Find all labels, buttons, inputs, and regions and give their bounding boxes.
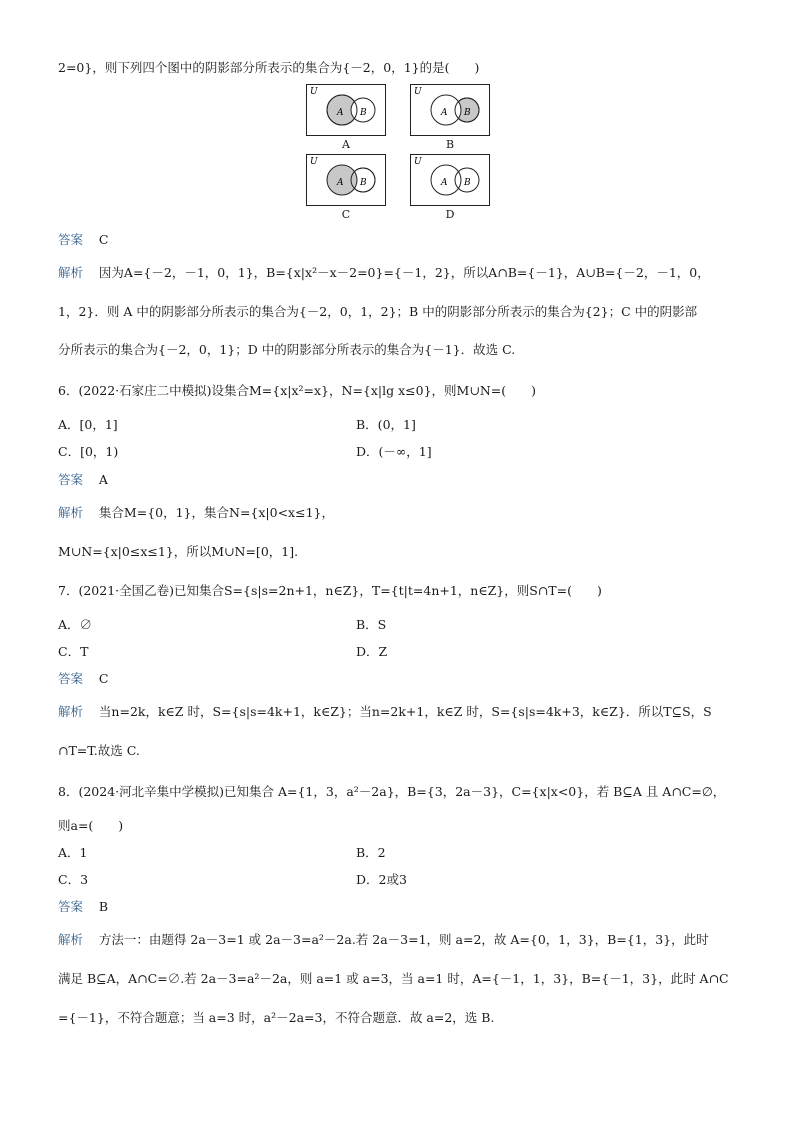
q6-option-d: D．(－∞，1] xyxy=(356,444,432,459)
q8-option-b: B．2 xyxy=(356,845,386,860)
answer-label: 答案 xyxy=(58,899,84,914)
venn-caption-d: D xyxy=(445,208,455,221)
q8-analysis-line-2: 满足 B⊆A，A∩C=∅.若 2a－3=a²－2a，则 a=1 或 a=3，当 a=1 时，A={－1，1，3}，B={－1，3}，此时 A∩C xyxy=(58,971,729,986)
q5-answer-row xyxy=(58,232,109,248)
q7-analysis-text-1: 当n=2k，k∈Z 时，S={s|s=4k+1，k∈Z}；当n=2k+1，k∈Z 时，S={s|s=4k+3，k∈Z}．所以T⊆S，S xyxy=(98,704,712,719)
venn-d-u-label: U xyxy=(414,157,422,167)
venn-caption-b: B xyxy=(445,138,455,151)
venn-diagram-c xyxy=(306,154,386,206)
q8-option-c: C．3 xyxy=(58,872,89,887)
q7-analysis-line-1 xyxy=(58,704,712,720)
q8-stem-line-1: 8．(2024·河北辛集中学模拟)已知集合 A={1，3，a²－2a}，B={3，2a－3}，C={x|x<0}，若 B⊆A 且 A∩C=∅， xyxy=(58,784,726,799)
venn-c-set-b: B xyxy=(360,178,367,188)
analysis-label: 解析 xyxy=(58,505,84,520)
venn-a-set-a: A xyxy=(337,108,344,118)
venn-diagram-b xyxy=(410,84,490,136)
q6-option-b: B．(0，1] xyxy=(356,417,416,432)
analysis-label: 解析 xyxy=(58,265,84,280)
q6-analysis-line-2: M∪N={x|0≤x≤1}，所以M∪N=[0，1]. xyxy=(58,544,299,559)
q6-analysis-line-1 xyxy=(58,505,334,521)
q6-stem: 6．(2022·石家庄二中模拟)设集合M={x|x²=x}，N={x|lg x≤0}，则M∪N=( ) xyxy=(58,383,536,398)
q5-analysis-line-3: 分所表示的集合为{－2，0，1}；D 中的阴影部分所表示的集合为{－1}．故选 C. xyxy=(58,342,516,357)
q7-option-d: D．Z xyxy=(356,644,388,659)
q5-analysis-line-2: 1，2}．则 A 中的阴影部分所表示的集合为{－2，0，1，2}；B 中的阴影部分所表示的集合为{2}；C 中的阴影部 xyxy=(58,304,698,319)
venn-b-set-b: B xyxy=(464,108,471,118)
q6-answer-row xyxy=(58,472,108,488)
venn-diagram-a xyxy=(306,84,386,136)
analysis-label: 解析 xyxy=(58,704,84,719)
venn-d-set-a: A xyxy=(441,178,448,188)
q6-option-a: A．[0，1] xyxy=(58,417,118,432)
q8-option-a: A．1 xyxy=(58,845,88,860)
venn-caption-a: A xyxy=(342,138,350,151)
q8-analysis-text-1: 方法一：由题得 2a－3=1 或 2a－3=a²－2a.若 2a－3=1，则 a=2，故 A={0，1，3}，B={1，3}，此时 xyxy=(98,932,709,947)
q7-analysis-line-2: ∩T=T.故选 C. xyxy=(58,743,140,758)
q8-analysis-line-1 xyxy=(58,932,709,948)
q7-stem: 7．(2021·全国乙卷)已知集合S={s|s=2n+1，n∈Z}，T={t|t=4n+1，n∈Z}，则S∩T=( ) xyxy=(58,583,602,598)
venn-a-u-label: U xyxy=(310,87,318,97)
venn-caption-c: C xyxy=(341,208,351,221)
q8-answer: B xyxy=(98,899,109,914)
q5-stem: 2=0}，则下列四个图中的阴影部分所表示的集合为{－2，0，1}的是( ) xyxy=(58,60,480,75)
q7-option-a: A．∅ xyxy=(58,617,93,632)
venn-c-u-label: U xyxy=(310,157,318,167)
q8-analysis-line-3: ={－1}，不符合题意；当 a=3 时，a²－2a=3，不符合题意．故 a=2，选 B. xyxy=(58,1010,495,1025)
q7-answer-row xyxy=(58,671,109,687)
q6-answer: A xyxy=(98,472,108,487)
q5-answer: C xyxy=(98,232,109,247)
venn-b-set-a: A xyxy=(441,108,448,118)
q5-analysis-text-1: 因为A={－2，－1，0，1}，B={x|x²－x－2=0}={－1，2}，所以A∩B={－1}，A∪B={－2，－1，0， xyxy=(98,265,710,280)
q7-answer: C xyxy=(98,671,109,686)
q8-answer-row xyxy=(58,899,108,915)
q7-option-b: B．S xyxy=(356,617,387,632)
q7-option-c: C．T xyxy=(58,644,89,659)
venn-diagram-d xyxy=(410,154,490,206)
venn-b-u-label: U xyxy=(414,87,422,97)
venn-c-set-a: A xyxy=(337,178,344,188)
answer-label: 答案 xyxy=(58,472,84,487)
answer-label: 答案 xyxy=(58,232,84,247)
venn-a-set-b: B xyxy=(360,108,367,118)
venn-d-set-b: B xyxy=(464,178,471,188)
q6-option-c: C．[0，1) xyxy=(58,444,119,459)
q5-analysis-line-1 xyxy=(58,265,710,281)
q6-analysis-text-1: 集合M={0，1}，集合N={x|0<x≤1}， xyxy=(98,505,334,520)
analysis-label: 解析 xyxy=(58,932,84,947)
q8-option-d: D．2或3 xyxy=(356,872,407,887)
q8-stem-line-2: 则a=( ) xyxy=(58,818,124,833)
answer-label: 答案 xyxy=(58,671,84,686)
